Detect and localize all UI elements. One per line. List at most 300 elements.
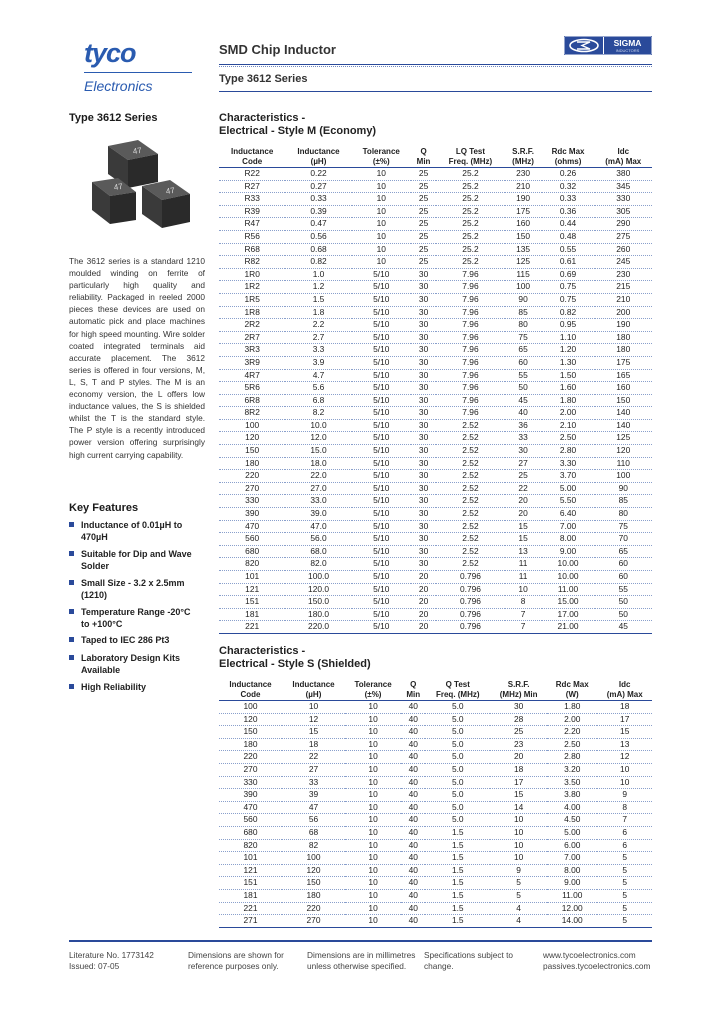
footer-text: Literature No. 1773142 [69,950,154,960]
column-header-text: S.R.F. [512,147,534,156]
header-rule-bottom [219,91,652,92]
table-cell: 15 [505,533,542,546]
table-cell: 0.22 [285,168,351,181]
table-cell: 3.30 [542,457,595,470]
table-cell: 0.32 [542,180,595,193]
table-cell: 110 [595,457,652,470]
table-cell: 7.96 [436,319,504,332]
table-cell: 30 [411,470,437,483]
table-cell: 25.2 [436,256,504,269]
table-cell: 3.50 [547,776,597,789]
column-header-text: (mA) Max [605,156,642,166]
table-row [219,243,652,256]
table-cell: 30 [411,394,437,407]
table-cell: 10 [352,205,411,218]
table-cell: 210 [505,180,542,193]
table-cell: 151 [219,596,285,609]
header-rule [219,64,652,65]
table-cell: 30 [411,281,437,294]
table-cell: 30 [411,356,437,369]
footer-text: Specifications subject to [424,950,514,960]
table-cell: 10 [490,852,547,865]
table-cell: 175 [595,356,652,369]
table-cell: 17 [490,776,547,789]
table-row [219,445,652,458]
table-cell: 0.796 [436,621,504,634]
table-cell: 5/10 [352,293,411,306]
table-cell: 2.00 [542,407,595,420]
table-cell: 1.60 [542,382,595,395]
table-cell: 5/10 [352,394,411,407]
bullet-icon [69,609,74,614]
table-cell: 6R8 [219,394,285,407]
table-cell: 20 [411,583,437,596]
table-cell: 40 [401,726,425,739]
column-header [595,147,652,168]
table-cell: 2.52 [436,445,504,458]
table-cell: 5/10 [352,621,411,634]
table-cell: 2R2 [219,319,285,332]
table-cell: 15 [490,789,547,802]
table-cell: 90 [505,293,542,306]
table-cell: 0.44 [542,218,595,231]
table-row [219,218,652,231]
table-cell: 5/10 [352,432,411,445]
table-cell: 39.0 [285,508,351,521]
table-cell: 4.00 [547,801,597,814]
footer-text: Dimensions are in millimetres [307,950,416,960]
column-header-text: S.R.F. [507,680,530,689]
column-header [411,147,437,168]
bullet-icon [69,522,74,527]
table-cell: 5.00 [542,482,595,495]
table-cell: 120 [219,713,282,726]
table-cell: 90 [595,482,652,495]
column-header-text: (±%) [364,689,382,699]
series-description: The 3612 series is a standard 1210 moulded winding on ferrite of particularly high quality and reliability. Packaged in reeled 2000 pieces these devices are used on automatic pick and place machines for high speed mounting. Wire solder coated integrated terminals aid accurate placement. The 3612 series is offered in four versions, M, L, S, T and P styles. The M is an economy version, the L offers low inductance values, the S is shielded whilst the T is the standard style. The P style is a recently introduced power version offering surprisingly high current carrying capability. [69,256,205,460]
table-cell: 18 [490,763,547,776]
table-cell: 1.8 [285,306,351,319]
table-cell: 305 [595,205,652,218]
table-cell: 25.2 [436,180,504,193]
table-cell: 0.796 [436,608,504,621]
table-cell: 2.52 [436,545,504,558]
table-cell: 36 [505,419,542,432]
column-header-text: Rdc Max [551,147,585,156]
table-cell: 39 [282,789,345,802]
table-cell: 40 [401,738,425,751]
table-row [219,621,652,634]
table-cell: 10 [345,726,401,739]
table-row [219,268,652,281]
table-cell: 5.0 [425,763,490,776]
table-cell: 7.96 [436,281,504,294]
table-cell: 27 [282,763,345,776]
table-cell: 10.00 [542,571,595,584]
table-cell: 40 [401,826,425,839]
table-cell: 5/10 [352,583,411,596]
logo-divider [84,72,192,73]
table-cell: 5 [597,915,652,928]
table-row [219,915,652,928]
table-cell: 1R2 [219,281,285,294]
table-s-title-line1: Characteristics - [219,645,306,657]
table-cell: 0.75 [542,281,595,294]
table-cell: 2.52 [436,482,504,495]
table-cell: 10 [345,801,401,814]
table-row [219,205,652,218]
table-cell: 25 [411,180,437,193]
footer-text: Dimensions are shown for [188,950,284,960]
table-cell: 30 [411,419,437,432]
table-cell: 22.0 [285,470,351,483]
sigma-text: SIGMA [613,38,642,48]
table-cell: 1.5 [425,889,490,902]
table-row [219,230,652,243]
table-cell: 9.00 [547,877,597,890]
bullet-icon [69,637,74,642]
table-cell: 10 [352,168,411,181]
table-cell: 0.33 [285,193,351,206]
chip-marking-3: 47 [165,185,176,196]
table-cell: 33.0 [285,495,351,508]
table-cell: 345 [595,180,652,193]
table-cell: 75 [505,331,542,344]
table-cell: 3R9 [219,356,285,369]
table-cell: 10 [345,915,401,928]
table-cell: 80 [595,508,652,521]
key-features-title: Key Features [69,502,139,514]
table-cell: 380 [595,168,652,181]
table-s-title-line2: Electrical - Style S (Shielded) [219,658,371,670]
table-cell: 7.96 [436,382,504,395]
table-cell: 10.0 [285,419,351,432]
table-row [219,407,652,420]
table-cell: 55 [505,369,542,382]
table-cell: 50 [595,596,652,609]
table-cell: 0.796 [436,571,504,584]
table-cell: 60 [505,356,542,369]
website-link[interactable]: www.tycoelectronics.com [543,950,636,960]
table-cell: 10 [345,877,401,890]
table-cell: 10 [352,243,411,256]
table-cell: 60 [595,558,652,571]
table-cell: 8.00 [542,533,595,546]
table-cell: 40 [401,915,425,928]
table-cell: 25 [490,726,547,739]
table-cell: 230 [505,168,542,181]
table-row [219,508,652,521]
table-cell: 10 [352,193,411,206]
column-header [219,680,282,701]
table-cell: 100.0 [285,571,351,584]
table-cell: 30 [411,306,437,319]
table-cell: 12 [282,713,345,726]
table-row [219,801,652,814]
feature-text: High Reliability [81,682,147,692]
table-cell: 2.52 [436,495,504,508]
table-s-title [219,645,371,671]
table-cell: 33 [505,432,542,445]
chip-inductor-photo [88,138,198,238]
table-cell: 0.47 [285,218,351,231]
column-header-text: (mA) Max [606,689,643,699]
table-cell: 5 [597,889,652,902]
sigma-subtext: INDUCTORS [615,48,640,53]
table-cell: 25.2 [436,205,504,218]
table-cell: 1.10 [542,331,595,344]
table-cell: 10 [345,839,401,852]
table-cell: 6.40 [542,508,595,521]
table-cell: 55 [595,583,652,596]
table-cell: 85 [505,306,542,319]
table-row [219,751,652,764]
table-cell: 2.52 [436,470,504,483]
table-cell: 10 [490,814,547,827]
table-cell: 9 [490,864,547,877]
table-cell: 680 [219,545,285,558]
table-cell: 5.0 [425,801,490,814]
table-row [219,826,652,839]
table-cell: 9 [597,789,652,802]
table-cell: 18 [597,701,652,714]
table-cell: 270 [219,482,285,495]
table-cell: 20 [411,571,437,584]
column-header-text: Inductance [231,147,274,156]
table-cell: 5/10 [352,445,411,458]
column-header-text: Freq. (MHz) [448,156,493,166]
table-cell: 2.52 [436,520,504,533]
table-cell: 9.00 [542,545,595,558]
table-cell: 20 [505,495,542,508]
table-cell: 3R3 [219,344,285,357]
table-cell: 75 [595,520,652,533]
table-cell: 30 [411,382,437,395]
table-cell: 30 [411,293,437,306]
table-cell: 100 [595,470,652,483]
table-row [219,344,652,357]
sigma-logo [564,36,652,55]
table-cell: 120 [282,864,345,877]
table-cell: 270 [282,915,345,928]
table-cell: 5/10 [352,470,411,483]
table-cell: 5/10 [352,407,411,420]
column-header [505,147,542,168]
table-cell: 210 [595,293,652,306]
table-cell: 10 [352,256,411,269]
table-cell: 10 [597,776,652,789]
table-cell: 6.8 [285,394,351,407]
website-link[interactable]: passives.tycoelectronics.com [543,961,651,971]
table-cell: 10 [345,852,401,865]
table-cell: 15 [505,520,542,533]
table-cell: 30 [411,508,437,521]
table-cell: 0.68 [285,243,351,256]
column-header-text: Code [240,689,261,699]
table-cell: 190 [595,319,652,332]
bullet-icon [69,684,74,689]
table-cell: 150 [282,877,345,890]
table-cell: 7.96 [436,268,504,281]
table-cell: 68 [282,826,345,839]
table-cell: 30 [411,533,437,546]
table-cell: 5.6 [285,382,351,395]
table-cell: 10 [490,839,547,852]
table-cell: 220 [219,470,285,483]
table-cell: 40 [401,877,425,890]
table-cell: 10 [490,826,547,839]
table-cell: 1.20 [542,344,595,357]
table-cell: 150 [219,726,282,739]
table-row [219,726,652,739]
table-cell: 10 [345,814,401,827]
table-cell: 0.796 [436,596,504,609]
column-header [285,147,351,168]
table-cell: 10 [345,826,401,839]
table-cell: 5.00 [547,826,597,839]
table-row [219,369,652,382]
table-cell: 5/10 [352,369,411,382]
column-header [219,147,285,168]
table-cell: 181 [219,889,282,902]
table-cell: 150.0 [285,596,351,609]
table-cell: 20 [411,596,437,609]
table-cell: 0.55 [542,243,595,256]
table-cell: 40 [401,864,425,877]
table-cell: 2.52 [436,419,504,432]
table-cell: 160 [595,382,652,395]
table-cell: 215 [595,281,652,294]
chip-marking-1: 47 [132,145,143,156]
table-cell: 470 [219,801,282,814]
table-cell: 8 [505,596,542,609]
table-cell: 10 [345,738,401,751]
table-cell: 5 [597,864,652,877]
table-cell: 13 [597,738,652,751]
table-cell: 1.5 [425,915,490,928]
table-cell: 140 [595,407,652,420]
table-cell: 1.50 [542,369,595,382]
table-cell: 30 [411,432,437,445]
table-header-row [219,680,652,701]
table-cell: 5.0 [425,814,490,827]
column-header-text: Rdc Max [555,680,589,689]
table-cell: 220 [219,751,282,764]
column-header [282,680,345,701]
table-cell: 10 [345,776,401,789]
table-cell: 15.00 [542,596,595,609]
table-cell: 30 [411,407,437,420]
table-cell: 25.2 [436,168,504,181]
table-cell: 5/10 [352,482,411,495]
table-cell: 390 [219,508,285,521]
table-cell: 3.20 [547,763,597,776]
table-cell: 100 [219,701,282,714]
table-cell: 101 [219,852,282,865]
column-header-text: Min [406,689,421,699]
table-cell: 3.80 [547,789,597,802]
table-cell: 1.5 [425,826,490,839]
table-cell: 5/10 [352,344,411,357]
table-cell: 1.0 [285,268,351,281]
table-row [219,382,652,395]
table-cell: 18 [282,738,345,751]
table-cell: 5 [597,902,652,915]
table-cell: 2.52 [436,432,504,445]
table-cell: 40 [401,701,425,714]
table-cell: 5 [597,877,652,890]
table-cell: 180 [595,331,652,344]
table-cell: 5/10 [352,319,411,332]
table-cell: 2.52 [436,508,504,521]
table-cell: 15 [597,726,652,739]
bullet-icon [69,551,74,556]
table-cell: 12.0 [285,432,351,445]
table-cell: 30 [411,457,437,470]
table-cell: 140 [595,419,652,432]
table-style-s [219,680,652,928]
table-cell: 22 [505,482,542,495]
table-cell: 125 [595,432,652,445]
table-cell: 25 [411,230,437,243]
table-row [219,281,652,294]
table-row [219,902,652,915]
table-cell: 27.0 [285,482,351,495]
table-cell: 4 [490,902,547,915]
table-cell: 0.796 [436,583,504,596]
table-cell: 7.96 [436,407,504,420]
table-cell: 30 [411,268,437,281]
table-cell: 30 [411,495,437,508]
table-cell: 270 [219,763,282,776]
table-cell: 0.69 [542,268,595,281]
table-cell: 290 [595,218,652,231]
column-header-text: (MHz) [512,156,534,166]
table-cell: 65 [505,344,542,357]
table-cell: 10 [345,713,401,726]
footer-text: unless otherwise specified. [307,961,407,971]
table-cell: 8 [597,801,652,814]
table-cell: 1.5 [425,864,490,877]
table-cell: 1.80 [542,394,595,407]
table-cell: 1.2 [285,281,351,294]
table-cell: 50 [595,608,652,621]
table-cell: R33 [219,193,285,206]
table-cell: 4R7 [219,369,285,382]
table-cell: 11.00 [542,583,595,596]
table-cell: 17.00 [542,608,595,621]
table-cell: 1.30 [542,356,595,369]
table-cell: 5 [490,877,547,890]
table-cell: 100 [505,281,542,294]
table-cell: 160 [505,218,542,231]
table-cell: 0.26 [542,168,595,181]
table-cell: 5R6 [219,382,285,395]
table-cell: 0.56 [285,230,351,243]
table-cell: 2.52 [436,558,504,571]
footer-text: change. [424,961,454,971]
table-row [219,839,652,852]
table-row [219,482,652,495]
table-cell: 60 [595,571,652,584]
table-cell: 28 [490,713,547,726]
table-cell: 7.96 [436,306,504,319]
column-header-text: Inductance [229,680,272,689]
table-cell: 680 [219,826,282,839]
table-row [219,889,652,902]
table-cell: 10 [345,763,401,776]
table-cell: 10 [345,902,401,915]
